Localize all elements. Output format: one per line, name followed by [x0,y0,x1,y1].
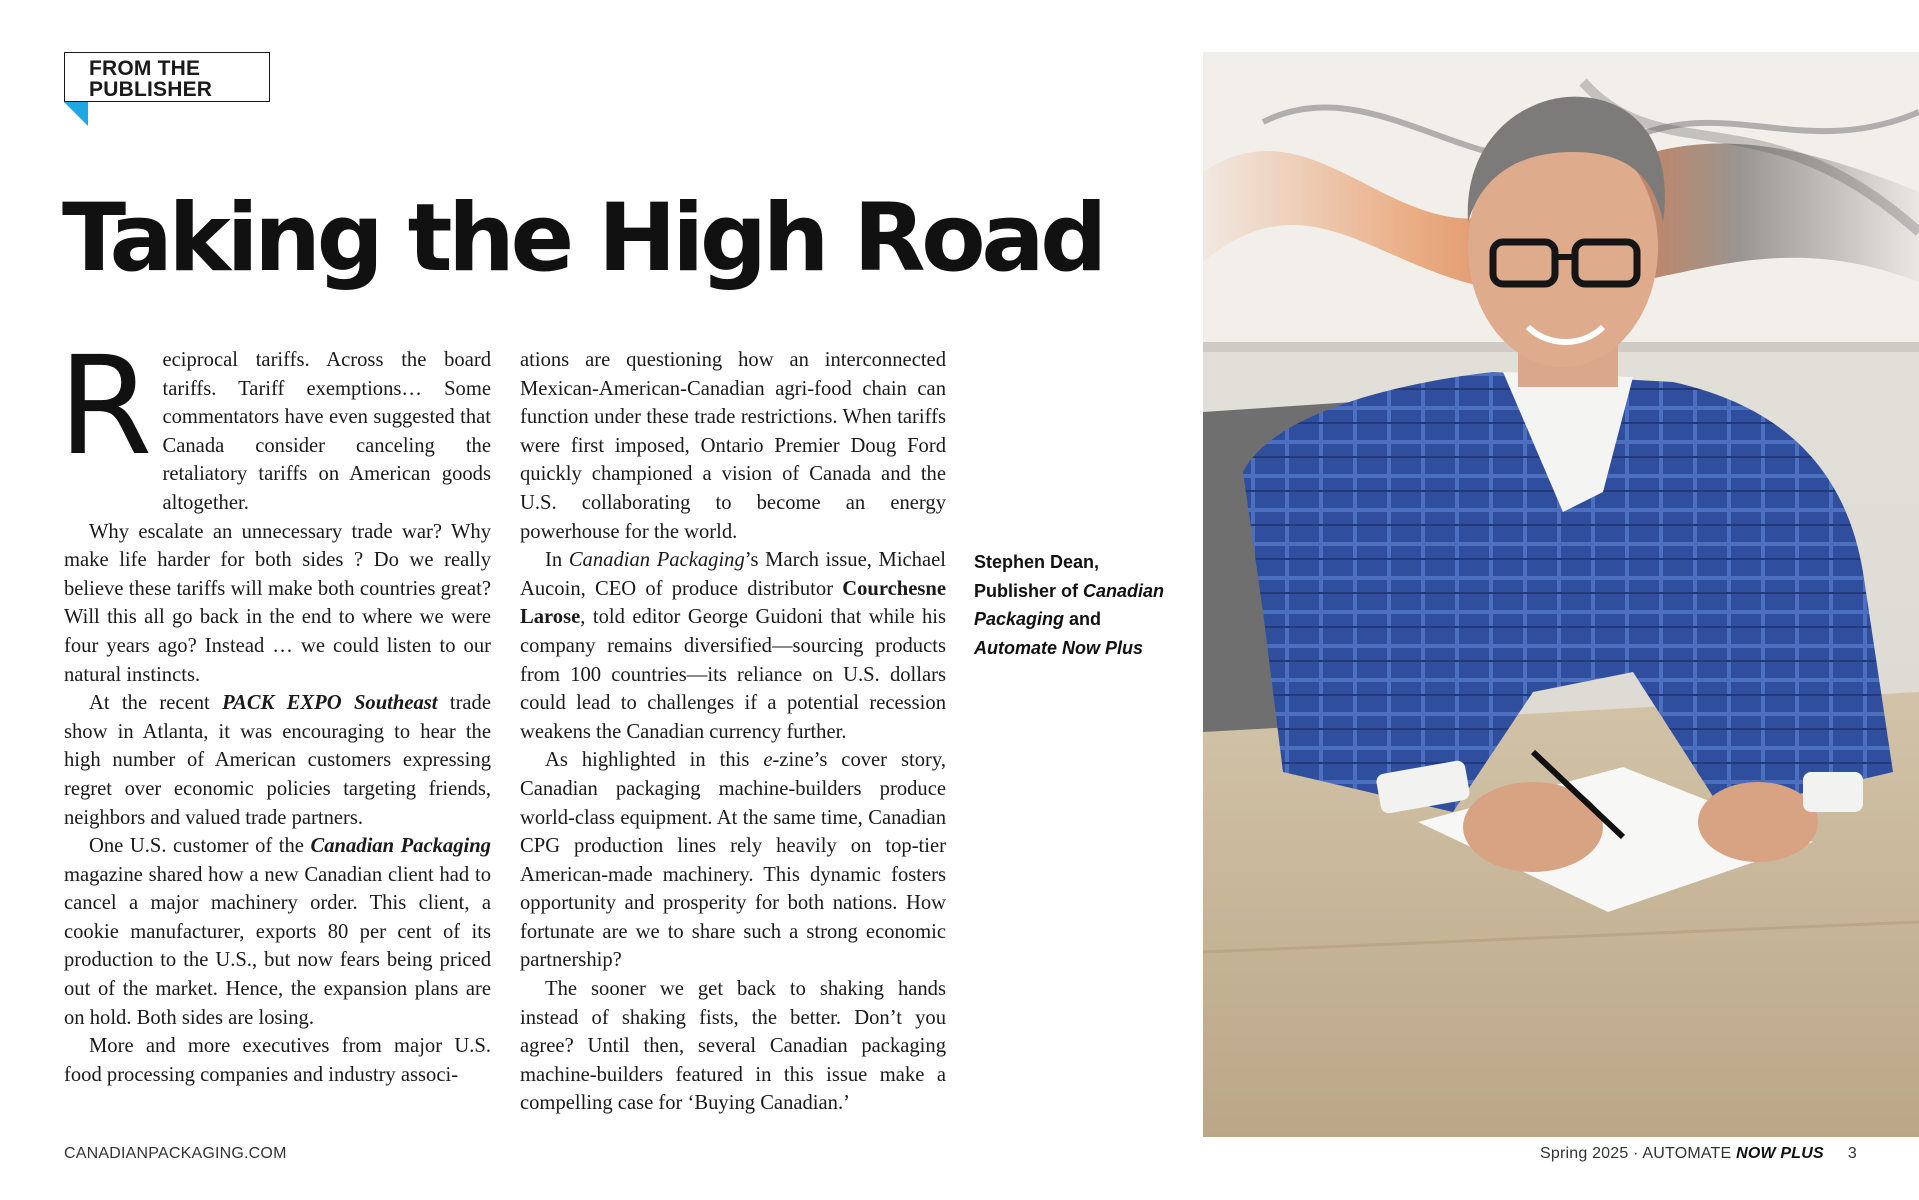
company-name: Courchesne Larose [520,577,946,629]
paragraph [520,546,946,746]
tag-corner-accent [64,102,88,126]
paragraph: The sooner we get back to shaking hands instead of shaking fists, the better. Don’t you agree? Until then, several Canadian packaging machine-builders featured in this issue make a compelling case for ‘Buying Canadian.’ [520,978,946,1115]
paragraph: More and more executives from major U.S. food processing companies and industry associ- [64,1035,491,1086]
section-tag-line1: FROM THE [89,57,201,80]
paragraph-text: As highlighted in this [545,749,764,772]
section-tag-line2: PUBLISHER [89,78,213,101]
caption-role: and [1064,609,1102,629]
caption-role: Publisher of [974,580,1084,601]
footer-brand: NOW PLUS [1736,1145,1824,1162]
paragraph [64,832,491,1032]
drop-cap: R [58,328,153,486]
paragraph-text: eciprocal tariffs. Across the board tariffs. Tariff exemptions… Some commentators have even suggested that Canada consider canceling the retaliatory tariffs on American goods altogether. [162,349,491,514]
paragraph-text: magazine shared how a new Canadian client had to cancel a major machinery order. This client, a cookie manufacturer, exports 80 per cent of its production to the U.S., but now fears being priced out of the market. Hence, the expansion plans are on hold. Both sides are losing. [64,863,491,1029]
headline: Taking the High Road [62,184,1103,293]
page-number: 3 [1847,1145,1857,1162]
caption-publication: Automate Now Plus [974,637,1144,658]
event-name: PACK EXPO Southeast [222,692,438,715]
paragraph-text: ’s March issue, Michael Aucoin, CEO of produce distributor [520,549,946,600]
paragraph: Why escalate an unnecessary trade war? Why make life harder for both sides ? Do we really believe these tariffs will make both countries great? Will this all go back in the end to where we were four years ago? Instead … we could listen to our natural instincts. [64,520,491,686]
paragraph-text: At the recent [89,692,223,715]
paragraph: ations are questioning how an interconnected Mexican-American-Canadian agri-food chain can function under these trade restrictions. When tariffs were first imposed, Ontario Premier Doug Ford quickly championed a vision of Canada and the U.S. collaborating to become an energy powerhouse for the world. [520,349,946,543]
paragraph [58,328,491,518]
section-tag [64,52,270,102]
photo-caption [974,548,1174,662]
paragraph-text: , told editor George Guidoni that while his company remains diversified—sourcing products from 100 countries—its reliance on U.S. dollars could lead to challenges if a potential recession weakens the Canadian currency further. [520,606,946,743]
caption-publication: Canadian Packaging [974,580,1165,629]
paragraph [64,689,491,832]
footer-issue [1540,1145,1857,1163]
paragraph [520,746,946,975]
publisher-photo [1203,52,1919,1137]
publication-name: Canadian Packaging [310,835,491,858]
article-column-1 [58,328,491,1089]
paragraph-text: In [545,549,569,572]
footer-issue-text: Spring 2025 · AUTOMATE [1539,1145,1737,1162]
caption-name: Stephen Dean, [974,552,1100,572]
paragraph-text: -zine’s cover story, Canadian packaging machine-builders produce world-class equipment. At the same time, Canadian CPG production lines rely heavily on top-tier American-made machinery. This dynamic fosters opportunity and prosperity for both nations. How fortunate are we to share such a strong economic partnership? [520,749,946,972]
paragraph-text: One U.S. customer of the [89,835,311,858]
emphasis: e [763,749,773,772]
footer-website: CANADIANPACKAGING.COM [64,1145,287,1162]
publication-name: Canadian Packaging [568,549,745,572]
article-column-2 [520,346,946,1118]
paragraph-text: trade show in Atlanta, it was encouraging to hear the high number of American customers expressing regret over economic policies targeting friends, neighbors and valued trade partners. [64,692,491,829]
